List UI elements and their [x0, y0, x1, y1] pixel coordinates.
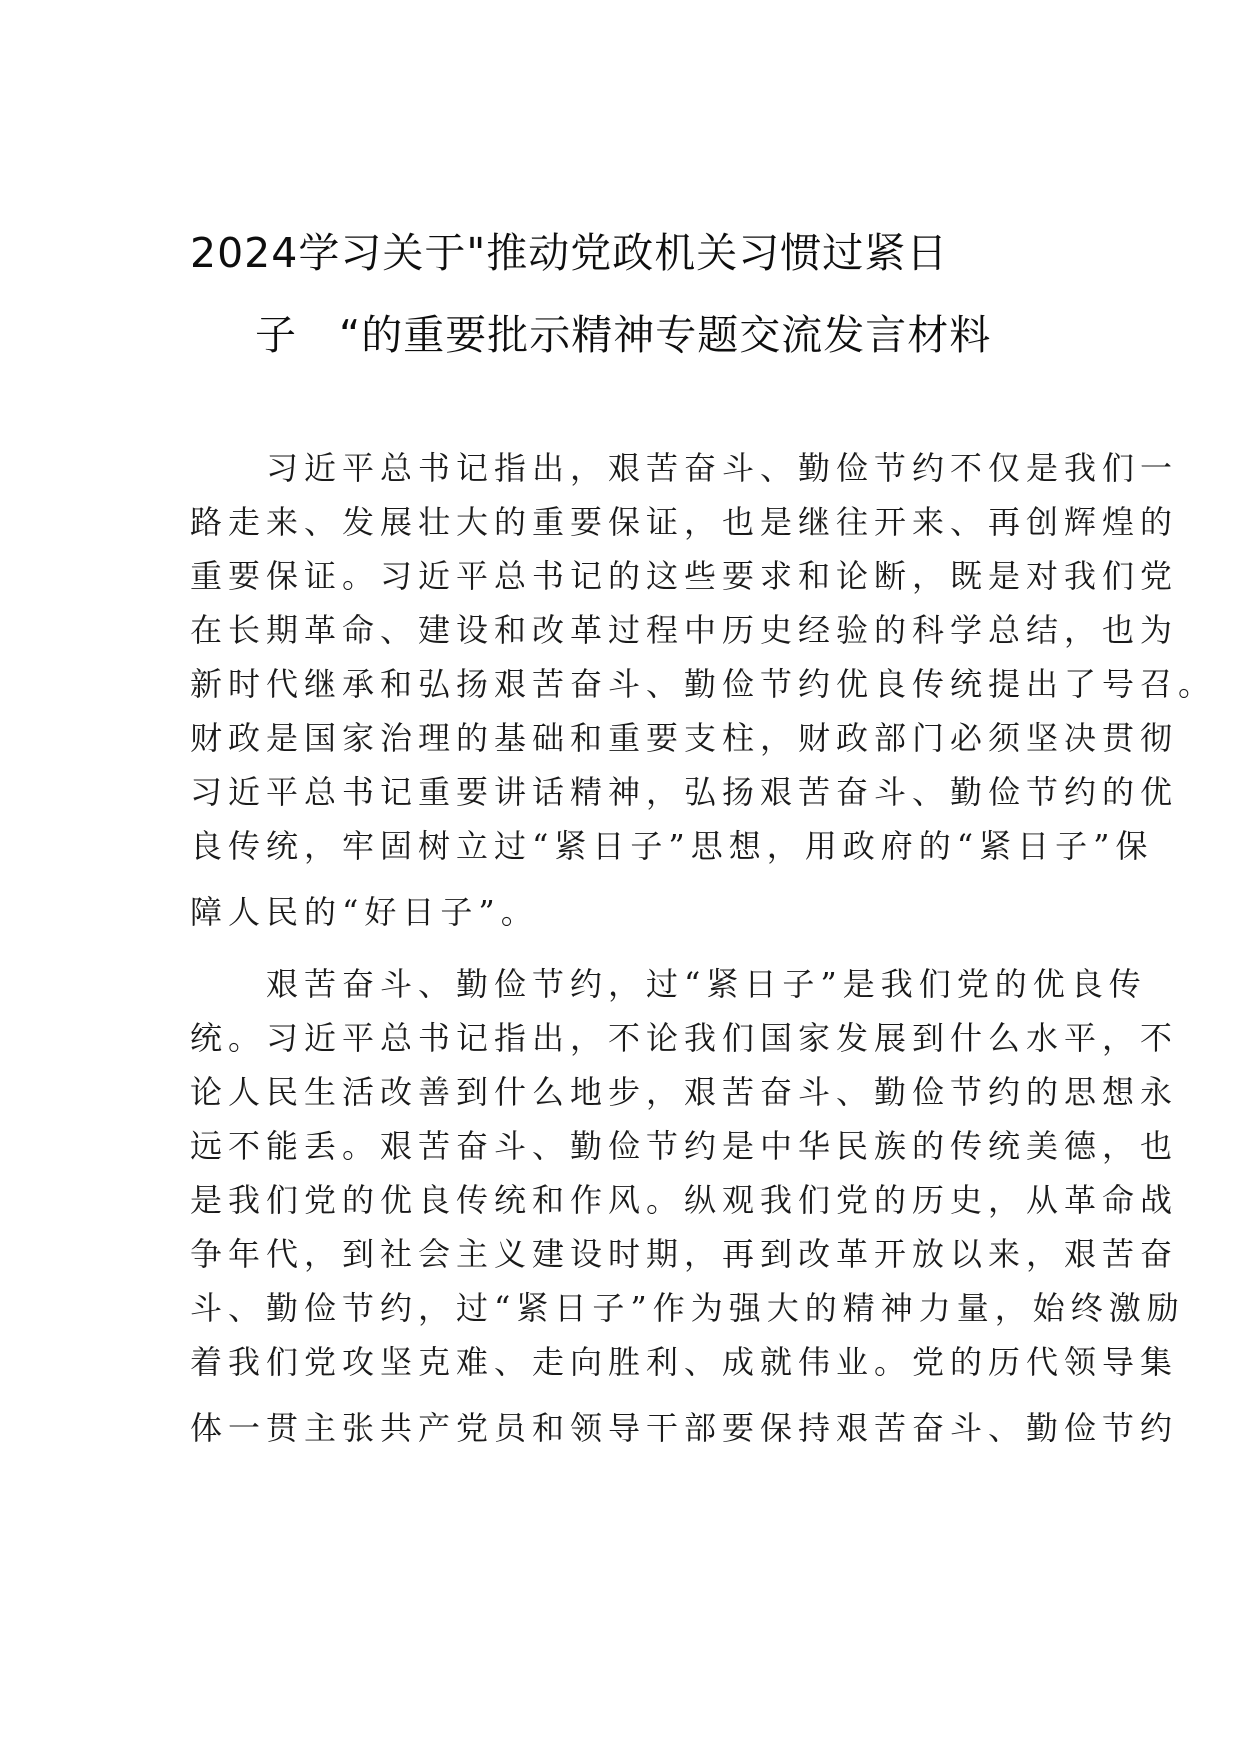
body-text-line: 艰苦奋斗、勤俭节约，过“紧日子”是我们党的优良传	[190, 965, 1147, 1003]
body-text-line: 路走来、发展壮大的重要保证，也是继往开来、再创辉煌的	[190, 503, 1179, 541]
body-text-line: 良传统，牢固树立过“紧日子”思想，用政府的“紧日子”保	[190, 827, 1154, 865]
body-text-line: 远不能丢。艰苦奋斗、勤俭节约是中华民族的传统美德，也	[190, 1127, 1179, 1165]
body-text-line: 财政是国家治理的基础和重要支柱，财政部门必须坚决贯彻	[190, 719, 1179, 757]
body-text-line: 着我们党攻坚克难、走向胜利、成就伟业。党的历代领导集	[190, 1343, 1179, 1381]
body-text-line: 论人民生活改善到什么地步，艰苦奋斗、勤俭节约的思想永	[190, 1073, 1179, 1111]
body-text-line: 新时代继承和弘扬艰苦奋斗、勤俭节约优良传统提出了号召。	[190, 665, 1217, 703]
body-text-line: 重要保证。习近平总书记的这些要求和论断，既是对我们党	[190, 557, 1179, 595]
body-text-line: 斗、勤俭节约，过“紧日子”作为强大的精神力量，始终激励	[190, 1289, 1185, 1327]
body-text-line: 统。习近平总书记指出，不论我们国家发展到什么水平，不	[190, 1019, 1179, 1057]
body-text-line: 障人民的“好日子”。	[190, 893, 539, 931]
body-text-line: 体一贯主张共产党员和领导干部要保持艰苦奋斗、勤俭节约	[190, 1409, 1179, 1447]
document-title-line-2: 子 “的重要批示精神专题交流发言材料	[255, 311, 992, 359]
body-text-line: 在长期革命、建设和改革过程中历史经验的科学总结，也为	[190, 611, 1179, 649]
body-text-line: 争年代，到社会主义建设时期，再到改革开放以来，艰苦奋	[190, 1235, 1179, 1273]
body-text-line: 是我们党的优良传统和作风。纵观我们党的历史，从革命战	[190, 1181, 1179, 1219]
document-title-line-1: 2024学习关于"推动党政机关习惯过紧日	[190, 229, 949, 277]
body-text-line: 习近平总书记重要讲话精神，弘扬艰苦奋斗、勤俭节约的优	[190, 773, 1179, 811]
body-text-line: 习近平总书记指出，艰苦奋斗、勤俭节约不仅是我们一	[190, 449, 1179, 487]
